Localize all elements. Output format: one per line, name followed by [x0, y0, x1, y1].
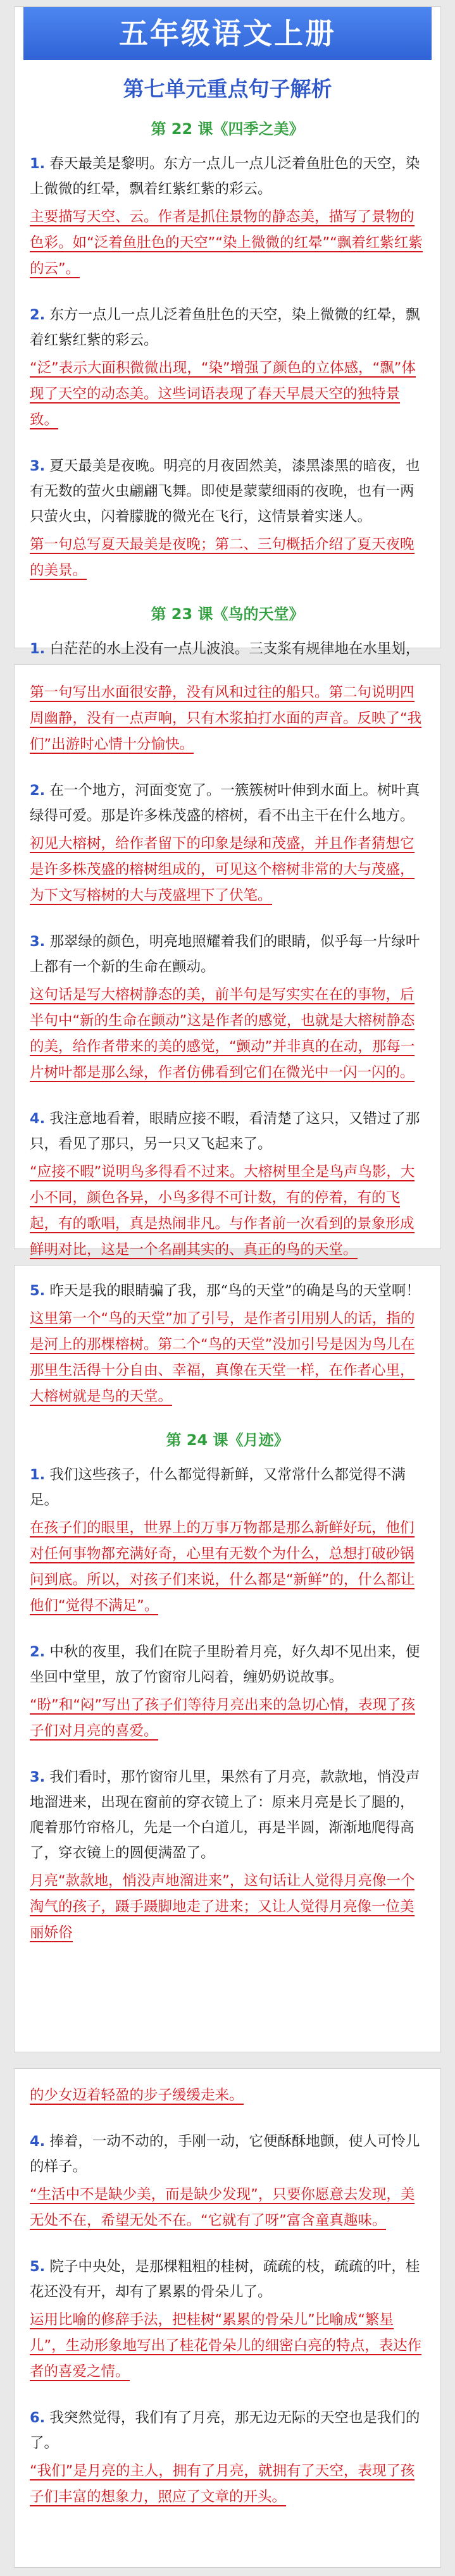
content-card-4	[14, 2068, 441, 2568]
item-number: 2.	[30, 307, 46, 323]
sentence-item	[15, 1456, 440, 1619]
sentence-text	[30, 2405, 425, 2456]
analysis-text	[30, 680, 425, 758]
sentence-body: 夏天最美是夜晚。明亮的月夜固然美，漆黑漆黑的暗夜，也有无数的萤火虫翩翩飞舞。即使是蒙蒙细雨的夜晚，也有一两只萤火虫，闪着朦胧的微光在飞行，这情景着实迷人。	[30, 458, 420, 525]
analysis-text	[30, 1306, 425, 1410]
item-number: 5.	[30, 2259, 46, 2275]
sentence-item	[15, 1266, 440, 1410]
lesson-heading: 第 23 课《鸟的天堂》	[151, 605, 304, 623]
sentence-item	[15, 665, 440, 758]
sentence-text	[30, 302, 425, 353]
sentence-text	[30, 1765, 425, 1866]
content-card-2	[14, 664, 441, 1258]
sentence-item	[15, 772, 440, 909]
sentence-text	[30, 453, 425, 529]
sentence-item	[15, 447, 440, 584]
analysis-body: “盼”和“闷”写出了孩子们等待月亮出来的急切心情，表现了孩子们对月亮的喜爱。	[30, 1697, 416, 1739]
content-card-1	[14, 6, 441, 657]
lesson-heading: 第 24 课《月迹》	[166, 1431, 289, 1449]
item-number: 2.	[30, 1644, 46, 1660]
analysis-text	[30, 1159, 425, 1263]
analysis-body: 在孩子们的眼里，世界上的万事万物都是那么新鲜好玩，他们对任何事物都充满好奇，心里有无数个为什么，总想打破砂锅问到底。所以，对孩子们来说，什么都是“新鲜”的，什么都让他们“觉得不满足”。	[30, 1520, 415, 1614]
analysis-text	[30, 532, 425, 584]
sentence-body: 在一个地方，河面变宽了。一簇簇树叶伸到水面上。树叶真绿得可爱。那是许多株茂盛的榕树，看不出主干在什么地方。	[30, 782, 420, 824]
analysis-body: “生活中不是缺少美，而是缺少发现”，只要你愿意去发现，美无处不在，希望无处不在。“它就有了呀”富含童真趣味。	[30, 2186, 415, 2229]
item-number: 4.	[30, 1111, 46, 1127]
analysis-body: 的少女迈着轻盈的步子缓缓走来。	[30, 2087, 244, 2104]
sentence-text	[30, 1106, 425, 1157]
item-number: 1.	[30, 156, 46, 172]
analysis-text	[30, 2083, 425, 2109]
analysis-body: 第一句总写夏天最美是夜晚；第二、三句概括介绍了夏天夜晚的美景。	[30, 536, 414, 579]
sentence-text	[30, 2254, 425, 2305]
sentence-body: 那翠绿的颜色，明亮地照耀着我们的眼睛，似乎每一片绿叶上都有一个新的生命在颤动。	[30, 934, 420, 975]
sentence-text	[30, 929, 425, 980]
analysis-text	[30, 204, 425, 282]
sentence-body: 中秋的夜里，我们在院子里盼着月亮，好久却不见出来，便坐回中堂里，放了竹窗帘儿闷着，缠奶奶说故事。	[30, 1644, 420, 1685]
sentence-item	[15, 2123, 440, 2234]
sentence-item	[15, 145, 440, 282]
page-title: 五年级语文上册	[119, 16, 336, 51]
content-card-3	[14, 1265, 441, 2052]
analysis-text	[30, 355, 425, 433]
sentence-text	[30, 2129, 425, 2179]
sentence-body: 捧着，一动不动的，手刚一动，它便酥酥地颤，使人可怜儿的样子。	[30, 2133, 420, 2175]
analysis-text	[30, 982, 425, 1086]
lesson-heading: 第 22 课《四季之美》	[151, 120, 304, 138]
sentence-item	[15, 2069, 440, 2109]
analysis-body: 主要描写天空、云。作者是抓住景物的静态美，描写了景物的色彩。如“泛着鱼肚色的天空”“染上微微的红晕”“飘着红紫红紫的云”。	[30, 209, 423, 277]
analysis-body: “应接不暇”说明鸟多得看不过来。大榕树里全是鸟声鸟影，大小不同，颜色各异，小鸟多得不可计数，有的停着，有的飞起，有的歌唱，真是热闹非凡。与作者前一次看到的景象形成鲜明对比，这是一个名副其实的、真正的鸟的天堂。	[30, 1164, 415, 1258]
sentence-body: 白茫茫的水上没有一点儿波浪。三支浆有规律地在水里划，	[49, 641, 420, 657]
analysis-text	[30, 1692, 425, 1744]
analysis-text	[30, 2458, 425, 2510]
unit-subtitle: 第七单元重点句子解析	[123, 77, 332, 101]
sentence-body: 我们看时，那竹窗帘儿里，果然有了月亮，款款地，悄没声地溜进来，出现在窗前的穿衣镜上了：原来月亮是长了腿的，爬着那竹帘格儿，先是一个白道儿，再是半圆，渐渐地爬得高了，穿衣镜上的圆便满盈了。	[30, 1769, 420, 1861]
item-number: 3.	[30, 458, 46, 474]
analysis-text	[30, 2182, 425, 2234]
sentence-body: 东方一点儿一点儿泛着鱼肚色的天空，染上微微的红晕，飘着红紫红紫的彩云。	[30, 307, 420, 348]
sentence-body: 我突然觉得，我们有了月亮，那无边无际的天空也是我们的了。	[30, 2410, 420, 2451]
sentence-item	[15, 1100, 440, 1263]
sentence-body: 春天最美是黎明。东方一点儿一点儿泛着鱼肚色的天空，染上微微的红晕，飘着红紫红紫的彩云。	[30, 156, 420, 197]
item-number: 1.	[30, 1467, 46, 1483]
item-number: 6.	[30, 2410, 46, 2426]
analysis-body: 这句话是写大榕树静态的美，前半句是写实实在在的事物，后半句中“新的生命在颤动”这是作者的感觉，也就是大榕树静态的美，给作者带来的美的感觉，“颤动”并非真的在动，那每一片树叶都是那么绿，作者仿佛看到它们在微光中一闪一闪的。	[30, 987, 415, 1081]
item-number: 5.	[30, 1283, 46, 1299]
sentence-text	[30, 1462, 425, 1513]
analysis-text	[30, 1515, 425, 1619]
sentence-item	[15, 923, 440, 1086]
sentence-text	[30, 1278, 425, 1303]
sentence-text	[30, 151, 425, 202]
sentence-body: 院子中央处，是那棵粗粗的桂树，疏疏的枝，疏疏的叶，桂花还没有开，却有了累累的骨朵儿了。	[30, 2259, 420, 2300]
sentence-item	[15, 2399, 440, 2510]
analysis-body: 第一句写出水面很安静，没有风和过往的船只。第二句说明四周幽静，没有一点声响，只有木浆拍打水面的声音。反映了“我们”出游时心情十分愉快。	[30, 684, 422, 753]
analysis-body: 这里第一个“鸟的天堂”加了引号，是作者引用别人的话，指的是河上的那棵榕树。第二个“鸟的天堂”没加引号是因为鸟儿在那里生活得十分自由、幸福，真像在天堂一样，在作者心里，大榕树就是鸟的天堂。	[30, 1310, 415, 1405]
sentence-item	[15, 1758, 440, 1946]
sentence-body: 我注意地看着，眼睛应接不暇，看清楚了这只，又错过了那只，看见了那只，另一只又飞起来了。	[30, 1111, 420, 1152]
sentence-item	[15, 1633, 440, 1744]
sentence-text	[30, 778, 425, 829]
analysis-body: “泛”表示大面积微微出现，“染”增强了颜色的立体感，“飘”体现了天空的动态美。这些词语表现了春天早晨天空的独特景致。	[30, 360, 416, 428]
item-number: 4.	[30, 2133, 46, 2150]
page-title-banner	[23, 7, 432, 60]
analysis-body: 运用比喻的修辞手法，把桂树“累累的骨朵儿”比喻成“繁星儿”，生动形象地写出了桂花骨朵儿的细密白亮的特点，表达作者的喜爱之情。	[30, 2312, 422, 2380]
sentence-body: 昨天是我的眼睛骗了我，那“鸟的天堂”的确是鸟的天堂啊！	[49, 1283, 420, 1299]
analysis-text	[30, 2307, 425, 2385]
sentence-body: 我们这些孩子，什么都觉得新鲜，又常常什么都觉得不满足。	[30, 1467, 406, 1508]
analysis-body: 初见大榕树，给作者留下的印象是绿和茂盛，并且作者猜想它是许多株茂盛的榕树组成的，可见这个榕树非常的大与茂盛，为下文写榕树的大与茂盛埋下了伏笔。	[30, 835, 414, 904]
analysis-body: 月亮“款款地，悄没声地溜进来”，这句话让人觉得月亮像一个淘气的孩子，蹑手蹑脚地走了进来；又让人觉得月亮像一位美丽娇俗	[30, 1873, 415, 1941]
sentence-item	[15, 2248, 440, 2385]
analysis-text	[30, 1868, 425, 1946]
analysis-text	[30, 831, 425, 909]
item-number: 3.	[30, 1769, 46, 1785]
item-number: 1.	[30, 641, 46, 657]
sentence-text	[30, 1639, 425, 1690]
item-number: 3.	[30, 934, 46, 950]
analysis-body: “我们”是月亮的主人，拥有了月亮，就拥有了天空，表现了孩子们丰富的想象力，照应了文章的开头。	[30, 2463, 415, 2505]
sentence-item	[15, 296, 440, 433]
item-number: 2.	[30, 782, 46, 799]
